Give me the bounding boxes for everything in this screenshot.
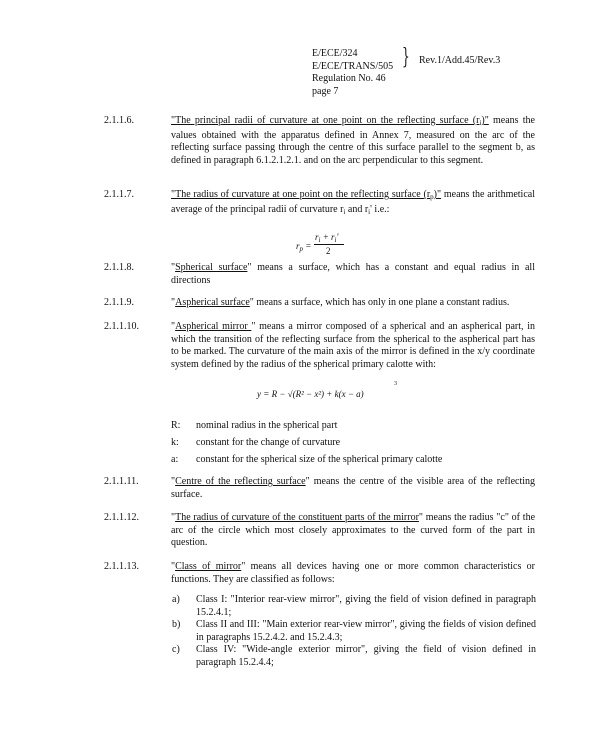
paragraph-2-1-1-12: "The radius of curvature of the constituent parts of the mirror" means the radius "c" of the arc of the circle which most closely approximates to the curved form of the part in question. [171, 512, 536, 548]
list-marker: a) [172, 594, 180, 605]
document-page: E/ECE/324 E/ECE/TRANS/505 Regulation No. 46 page 7 } Rev.1/Add.45/Rev.3 2.1.1.6. "The principal radii of curvature at one point on the reflecting surface $(r_i)$" means the values obtained with the apparatus defined in Annex 7, measured on the arc of the reflecting surface passing through the centre of this surface parallel to the segment b, as defined in paragraph 6.1.2.1.2.1. and on the arc perpendicular to this segment. 2.1.1.7. "The radius of curvature at one point on the reflecting surface $(r_p)$" means the arithmetical average of the principal radii of curvature $r_i$ and $r_i'$ i.e.: $r_p$ = $r_i + r_i'$ 2 2.1.1.8. "Spherical surface" means a surface, which has a constant and equal radius in all directions 2.1.1.9. "Aspherical surface" means a surface, which has only in one plane a constant radius. 2.1.1.10. "Aspherical mirror " means a mirror composed of a spherical and an aspherical part, in which the transition of the reflecting surface from the spherical to the aspherical part has to be marked. The curvature of the main axis of the mirror is defined in the x/y coordinate system defined by the radius of the spherical primary calotte with: y = R − √(R² − x²) + k(x − a) 3 R: nominal radius in the spherical part k: constant for the change of curvature a: constant for the spherical size of the spherical primary calotte 2.1.1.11. "Centre of the reflecting surface" means the centre of the visible area of the reflecting surface. 2.1.1.12. "The radius of curvature of the constituent parts of the mirror" means the radius "c" of the arc of the circle which most closely approximates to the curved form of the part in question. 2.1.1.13. "Class of mirror" means all devices having one or more common characteristics or functions. They are classified as follows: a) Class I: "Interior rear-view mirror", giving the field of vision defined in paragraph 15.2.4.1; b) Class II and III: "Main exterior rear-view mirror", giving the fields of vision defined in paragraphs 15.2.4.2. and 15.2.4.3; c) Class IV: "Wide-angle exterior mirror", giving the field of vision defined in paragraph 15.2.4.4; [104, 45, 536, 668]
paragraph-2-1-1-11: "Centre of the reflecting surface" means the centre of the visible area of the reflecting surface. [171, 476, 536, 500]
paragraph-number: 2.1.1.7. [104, 189, 134, 200]
variable-description: nominal radius in the spherical part [196, 420, 338, 431]
paragraph-2-1-1-9: "Aspherical surface" means a surface, which has only in one plane a constant radius. [171, 297, 510, 308]
paragraph-2-1-1-7: "The radius of curvature at one point on the reflecting surface $(r_p)$" means the arithmetical average of the principal radii of curvature $r_i$ and $r_i'$ i.e.: [171, 189, 535, 216]
paragraph-number: 2.1.1.8. [104, 262, 134, 273]
variable-description: constant for the spherical size of the spherical primary calotte [196, 454, 443, 465]
defined-term: The radius of curvature of the constituent parts of the mirror [175, 512, 419, 523]
paragraph-2-1-1-8: "Spherical surface" means a surface, which has a constant and equal radius in all directions [171, 262, 535, 286]
variable-key: R: [171, 420, 181, 431]
header-symbol-2: E/ECE/TRANS/505 [312, 60, 394, 72]
header-regulation: Regulation No. 46 [312, 73, 386, 84]
definition-text: means the values obtained with the apparatus defined in Annex 7, measured on the arc of the reflecting surface passing through the centre of this surface parallel to the segment b, as defined in paragraph 6.1.2.1.2.1. and on the arc perpendicular to this segment. [171, 115, 535, 166]
list-marker: c) [172, 644, 180, 655]
variable-key: a: [171, 454, 179, 465]
paragraph-2-1-1-10: "Aspherical mirror " means a mirror composed of a spherical and an aspherical part, in which the transition of the reflecting surface from the spherical to the aspherical part has to be marked. The curvature of the main axis of the mirror is defined in the x/y coordinate system defined by the radius of the spherical primary calotte with: [171, 321, 535, 370]
defined-term: Class of mirror [175, 561, 242, 572]
paragraph-number: 2.1.1.10. [104, 321, 139, 332]
paragraph-2-1-1-6 [171, 115, 535, 167]
header-revision: Rev.1/Add.45/Rev.3 [419, 55, 501, 66]
defined-term: Spherical surface [175, 262, 248, 273]
defined-term: Aspherical surface [175, 297, 250, 308]
paragraph-number: 2.1.1.6. [104, 115, 134, 126]
paragraph-number: 2.1.1.11. [104, 476, 139, 487]
paragraph-number: 2.1.1.9. [104, 297, 134, 308]
list-marker: b) [172, 619, 181, 630]
paragraph-number: 2.1.1.12. [104, 512, 139, 523]
fraction-bar [314, 244, 344, 245]
defined-term: "The principal radii of curvature at one point on the reflecting surface $(r_i)$" [171, 115, 489, 127]
document-header [312, 48, 393, 98]
list-item: Class IV: "Wide-angle exterior mirror", giving the field of vision defined in paragraph 15.2.4.4; [196, 644, 536, 668]
defined-term: "The radius of curvature at one point on the reflecting surface $(r_p)$" [171, 189, 442, 201]
formula-mirror-curvature: y = R − √(R² − x²) + k(x − a) 3 [257, 381, 397, 399]
header-symbol-1: E/ECE/324 [312, 48, 358, 59]
variable-description: constant for the change of curvature [196, 437, 341, 448]
list-item: Class II and III: "Main exterior rear-view mirror", giving the fields of vision defined in paragraphs 15.2.4.2. and 15.2.4.3; [196, 619, 536, 643]
paragraph-number: 2.1.1.13. [104, 561, 139, 572]
list-item: Class I: "Interior rear-view mirror", giving the field of vision defined in paragraph 15.2.4.1; [196, 594, 536, 618]
paragraph-2-1-1-13: "Class of mirror" means all devices having one or more common characteristics or functions. They are classified as follows: [171, 561, 536, 585]
header-brace: } [402, 45, 410, 70]
header-page-number: page 7 [312, 85, 339, 97]
variable-key: k: [171, 437, 179, 448]
defined-term: Centre of the reflecting surface [175, 476, 306, 487]
defined-term: Aspherical mirror [175, 321, 252, 332]
